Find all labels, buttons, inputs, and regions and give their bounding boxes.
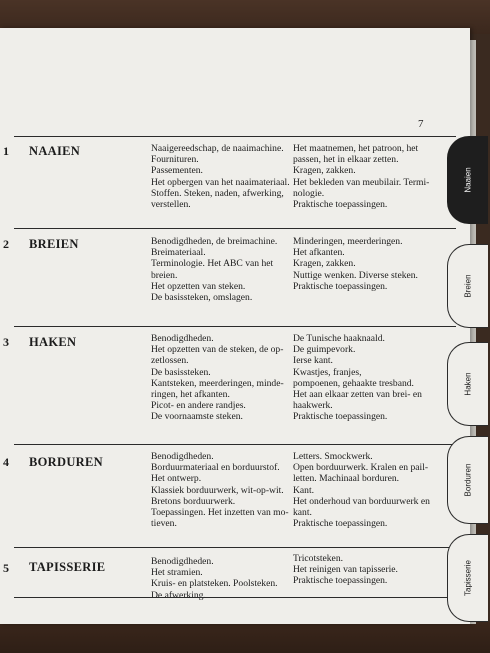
section-rule — [14, 597, 456, 598]
topic-line: Het opbergen van het naaimateriaal. — [151, 176, 290, 188]
topic-line: Het opzetten van de steken, de op- — [151, 344, 284, 356]
topic-line: Open borduurwerk. Kralen en pail- — [293, 462, 429, 474]
topic-line: Picot- en andere randjes. — [151, 400, 246, 412]
table-surface-bottom — [0, 622, 490, 653]
topic-line: Ierse kant. — [293, 355, 333, 367]
topic-line: Praktische toepassingen. — [293, 280, 388, 292]
topic-line: Fournituren. — [151, 154, 199, 166]
tab-tapisserie[interactable] — [447, 534, 488, 622]
topic-line: Benodigdheden, de breimachine. — [151, 236, 278, 247]
section-number: 4 — [3, 455, 9, 469]
topic-line: Terminologie. Het ABC van het — [151, 258, 274, 270]
topic-line: Passementen. — [151, 165, 203, 177]
topic-line: De guimpevork. — [293, 344, 356, 356]
topic-line: Kruis- en platsteken. Poolsteken. — [151, 578, 278, 590]
topic-line: Praktische toepassingen. — [293, 411, 388, 423]
topic-line: verstellen. — [151, 199, 191, 211]
section-topics-left — [151, 451, 287, 529]
topic-line: Letters. Smockwerk. — [293, 451, 373, 462]
topic-line: Toepassingen. Het inzetten van mo- — [151, 507, 289, 519]
topic-line: Het aan elkaar zetten van brei- en — [293, 389, 422, 401]
topic-line: Kwastjes, franjes, — [293, 366, 362, 378]
topic-line: Het bekleden van meubilair. Termi- — [293, 176, 430, 188]
topic-line: Kragen, zakken. — [293, 165, 356, 177]
tab-label: Breien — [463, 274, 473, 298]
topic-line: De voornaamste steken. — [151, 411, 243, 423]
section-title: TAPISSERIE — [29, 560, 106, 574]
topic-line: Naaigereedschap, de naaimachine. — [151, 143, 284, 154]
section-rule — [14, 136, 456, 137]
topic-line: Kantsteken, meerderingen, minde- — [151, 377, 284, 389]
page-number: 7 — [418, 118, 424, 130]
topic-line: Minderingen, meerderingen. — [293, 236, 403, 247]
topic-line: De afwerking. — [151, 589, 206, 601]
topic-line: breien. — [151, 269, 178, 281]
tab-label: Tapisserie — [463, 559, 473, 597]
section-rule — [14, 547, 456, 548]
topic-line: Praktische toepassingen. — [293, 518, 388, 530]
section-number: 5 — [3, 561, 9, 575]
topic-line: De basissteken. — [151, 366, 211, 378]
topic-line: Praktische toepassingen. — [293, 199, 388, 211]
topic-line: Benodigdheden. — [151, 451, 214, 462]
section-rule — [14, 444, 456, 445]
section-topics-left — [151, 333, 287, 423]
topic-line: passen, het in elkaar zetten. — [293, 154, 399, 166]
topic-line: Praktische toepassingen. — [293, 575, 388, 587]
tab-haken[interactable] — [447, 342, 488, 426]
tab-label: Naaien — [463, 167, 473, 193]
topic-line: Het stramien. — [151, 567, 203, 579]
section-number: 2 — [3, 237, 9, 251]
section-topics-right — [293, 333, 427, 423]
section-topics-right — [293, 553, 427, 587]
topic-line: Het reinigen van tapisserie. — [293, 564, 398, 576]
tab-label: Haken — [463, 372, 473, 396]
topic-line: Klassiek borduurwerk, wit-op-wit. — [151, 484, 284, 496]
section-topics-left — [151, 143, 290, 211]
topic-line: De Tunische haaknaald. — [293, 333, 385, 344]
tab-naaien[interactable] — [447, 136, 488, 224]
topic-line: zetlossen. — [151, 355, 189, 367]
topic-line: kant. — [293, 507, 312, 519]
section-title: BORDUREN — [29, 455, 103, 469]
tab-borduren[interactable] — [447, 436, 488, 524]
topic-line: Tricotsteken. — [293, 553, 344, 564]
section-title: NAAIEN — [29, 144, 81, 158]
topic-line: Bretons borduurwerk. — [151, 495, 236, 507]
topic-line: Kragen, zakken. — [293, 258, 356, 270]
section-topics-right — [293, 236, 427, 292]
topic-line: Het onderhoud van borduurwerk en — [293, 495, 430, 507]
topic-line: Borduurmateriaal en borduurstof. — [151, 462, 280, 474]
topic-line: Benodigdheden. — [151, 556, 214, 567]
topic-line: nologie. — [293, 187, 325, 199]
topic-line: pompoenen, gehaakte tresband. — [293, 377, 414, 389]
topic-line: De basissteken, omslagen. — [151, 292, 253, 304]
topic-line: Het ontwerp. — [151, 473, 202, 485]
topic-line: haakwerk. — [293, 400, 333, 412]
topic-line: letten. Machinaal borduren. — [293, 473, 400, 485]
topic-line: Kant. — [293, 484, 315, 496]
section-number: 1 — [3, 144, 9, 158]
section-number: 3 — [3, 335, 9, 349]
topic-line: Benodigdheden. — [151, 333, 214, 344]
section-title: HAKEN — [29, 335, 77, 349]
section-topics-right — [293, 451, 430, 530]
section-topics-left — [151, 556, 287, 601]
section-topics-left — [151, 236, 287, 303]
section-rule — [14, 228, 456, 229]
topic-line: tieven. — [151, 518, 177, 530]
tab-breien[interactable] — [447, 244, 488, 328]
section-rule — [14, 326, 456, 327]
topic-line: Nuttige wenken. Diverse steken. — [293, 269, 418, 281]
topic-line: ringen, het afkanten. — [151, 389, 230, 401]
section-topics-right — [293, 143, 430, 211]
section-title: BREIEN — [29, 237, 79, 251]
topic-line: Het maatnemen, het patroon, het — [293, 143, 419, 154]
topic-line: Het opzetten van steken. — [151, 280, 246, 292]
topic-line: Stoffen. Steken, naden, afwerking, — [151, 187, 284, 199]
topic-line: Het afkanten. — [293, 247, 345, 259]
tab-label: Borduren — [463, 463, 473, 497]
topic-line: Breimateriaal. — [151, 247, 206, 259]
